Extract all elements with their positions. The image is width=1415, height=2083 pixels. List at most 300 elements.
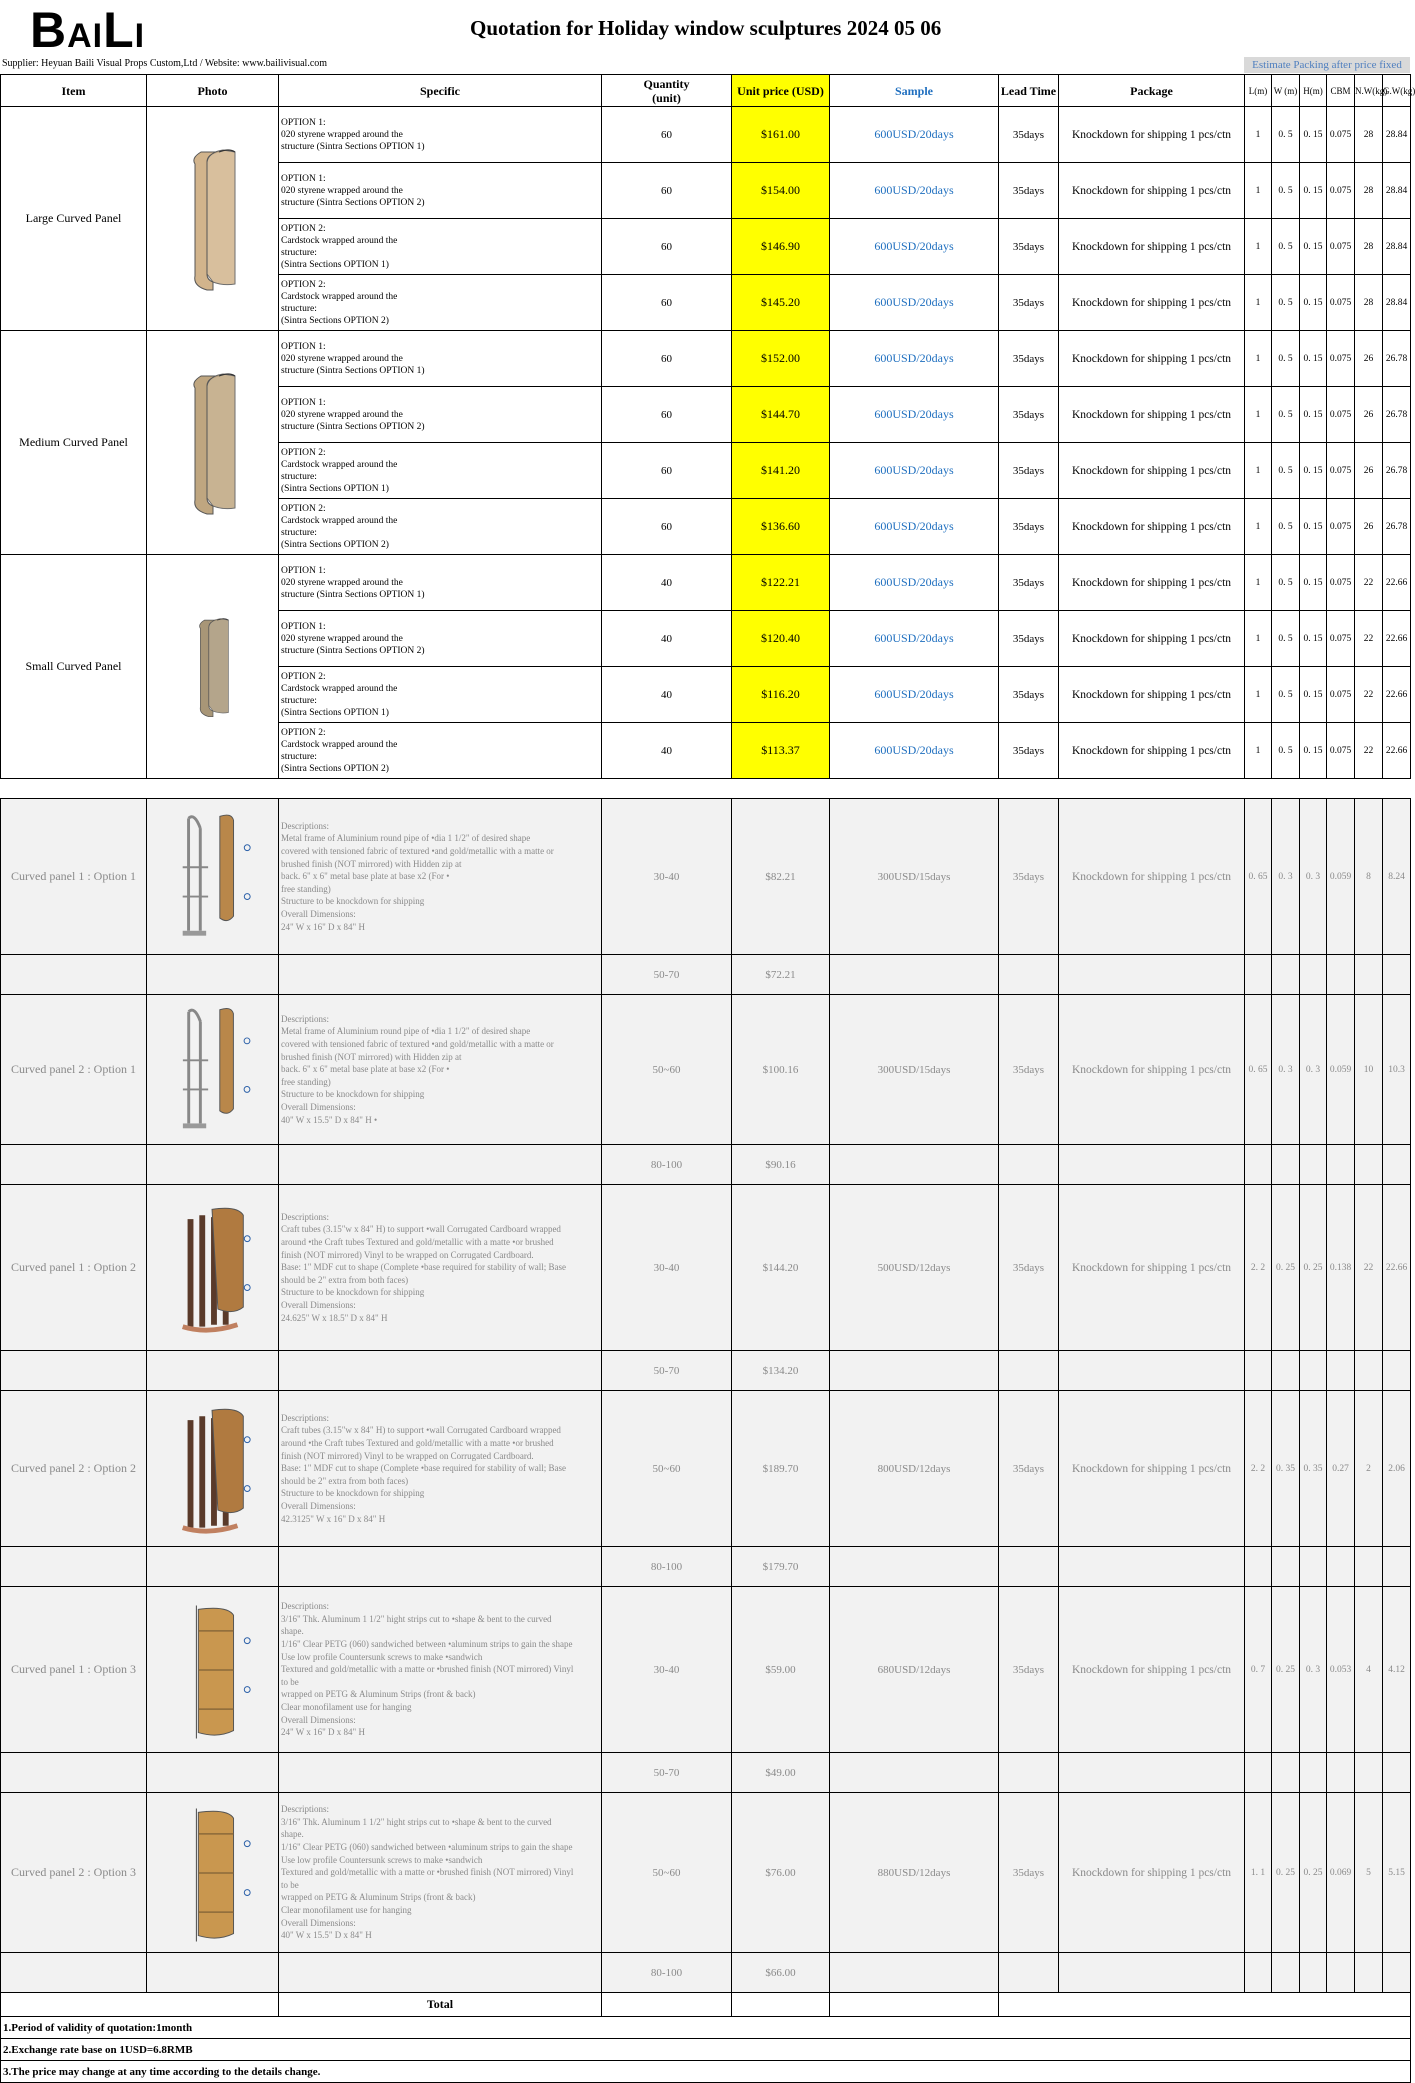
option-tier-row <box>1 1953 1411 1993</box>
empty-cell <box>1383 1351 1411 1391</box>
empty-cell <box>279 1953 602 1993</box>
sample-cell: 600USD/20days <box>830 555 999 611</box>
col-sample: Sample <box>830 75 999 107</box>
sample-cell: 600USD/20days <box>830 443 999 499</box>
dim-cbm-cell: 0.075 <box>1327 219 1355 275</box>
quantity-cell: 30-40 <box>602 799 732 955</box>
sample-cell: 600USD/20days <box>830 275 999 331</box>
note-row <box>1 2017 1411 2039</box>
empty-cell <box>1355 1351 1383 1391</box>
dim-l-cell: 2. 2 <box>1245 1185 1272 1351</box>
tier-quantity-cell: 50-70 <box>602 1351 732 1391</box>
dim-gw-cell: 22.66 <box>1383 1185 1411 1351</box>
col-specific: Specific <box>279 75 602 107</box>
dim-gw-cell: 26.78 <box>1383 331 1411 387</box>
baili-logo: BAILI <box>30 2 146 58</box>
lead-time-cell: 35days <box>999 219 1059 275</box>
product-photo <box>147 107 279 331</box>
lead-time-cell: 35days <box>999 799 1059 955</box>
option-item-name: Curved panel 1 : Option 1 <box>1 799 147 955</box>
dim-gw-cell: 26.78 <box>1383 443 1411 499</box>
empty-cell <box>1327 1753 1355 1793</box>
quantity-cell: 40 <box>602 611 732 667</box>
unit-price-cell: $113.37 <box>732 723 830 779</box>
dim-nw-cell: 22 <box>1355 723 1383 779</box>
lead-time-cell: 35days <box>999 1391 1059 1547</box>
empty-cell <box>1272 1547 1300 1587</box>
package-cell: Knockdown for shipping 1 pcs/ctn <box>1059 163 1245 219</box>
unit-price-cell: $152.00 <box>732 331 830 387</box>
specific-text: OPTION 2: Cardstock wrapped around the structure: (Sintra Sections OPTION 2) <box>279 275 602 331</box>
unit-price-cell: $76.00 <box>732 1793 830 1953</box>
empty-cell <box>147 1351 279 1391</box>
empty-cell <box>1059 1351 1245 1391</box>
unit-price-cell: $161.00 <box>732 107 830 163</box>
dim-w-cell: 0. 35 <box>1272 1391 1300 1547</box>
dim-w-cell: 0. 5 <box>1272 219 1300 275</box>
package-cell: Knockdown for shipping 1 pcs/ctn <box>1059 1587 1245 1753</box>
empty-cell <box>1 1753 147 1793</box>
empty-cell <box>830 1547 999 1587</box>
option-description: Descriptions: Metal frame of Aluminium round pipe of •dia 1 1/2" of desired shape covered with tensioned fabric of textured •and gold/metallic with a matte or brushed finish (NOT mirrored) with Hidden zip at back. 6" x 6" metal base plate at base x2 (For • free standing) Structure to be knockdown for shipping Overall Dimensions: 24" W x 16" D x 84" H <box>279 799 602 955</box>
dim-gw-cell: 26.78 <box>1383 499 1411 555</box>
option-photo <box>147 1587 279 1753</box>
specific-text: OPTION 2: Cardstock wrapped around the structure: (Sintra Sections OPTION 1) <box>279 219 602 275</box>
empty-cell <box>1355 1953 1383 1993</box>
dim-gw-cell: 22.66 <box>1383 555 1411 611</box>
option-description: Descriptions: Craft tubes (3.15"w x 84" H) to support •wall Corrugated Cardboard wrapped around •the Craft tubes Textured and gold/metallic with a matte •or brushed finish (NOT mirrored) Vinyl to be wrapped on Corrugated Cardboard. Base: 1" MDF cut to shape (Complete •base required for stability of wall; Base should be 2" extra from both faces) Structure to be knockdown for shipping Overall Dimensions: 24.625" W x 18.5" D x 84" H <box>279 1185 602 1351</box>
empty-cell <box>1300 1953 1327 1993</box>
quantity-cell: 60 <box>602 219 732 275</box>
sample-cell: 600USD/20days <box>830 723 999 779</box>
specific-text: OPTION 1: 020 styrene wrapped around the structure (Sintra Sections OPTION 2) <box>279 387 602 443</box>
package-cell: Knockdown for shipping 1 pcs/ctn <box>1059 1391 1245 1547</box>
lead-time-cell: 35days <box>999 667 1059 723</box>
dim-cbm-cell: 0.075 <box>1327 723 1355 779</box>
dim-cbm-cell: 0.053 <box>1327 1587 1355 1753</box>
dim-cbm-cell: 0.075 <box>1327 555 1355 611</box>
lead-time-cell: 35days <box>999 555 1059 611</box>
package-cell: Knockdown for shipping 1 pcs/ctn <box>1059 387 1245 443</box>
dim-w-cell: 0. 3 <box>1272 995 1300 1145</box>
dim-gw-cell: 8.24 <box>1383 799 1411 955</box>
product-photo <box>147 555 279 779</box>
dim-w-cell: 0. 5 <box>1272 107 1300 163</box>
dim-w-cell: 0. 5 <box>1272 275 1300 331</box>
lead-time-cell: 35days <box>999 387 1059 443</box>
dim-nw-cell: 22 <box>1355 555 1383 611</box>
empty-cell <box>1272 1753 1300 1793</box>
quantity-cell: 60 <box>602 163 732 219</box>
dim-h-cell: 0. 15 <box>1300 723 1327 779</box>
lead-time-cell: 35days <box>999 331 1059 387</box>
empty-cell <box>1 1953 147 1993</box>
unit-price-cell: $141.20 <box>732 443 830 499</box>
dim-w-cell: 0. 5 <box>1272 611 1300 667</box>
empty-cell <box>1245 1351 1272 1391</box>
dim-gw-cell: 5.15 <box>1383 1793 1411 1953</box>
dim-nw-cell: 8 <box>1355 799 1383 955</box>
empty-cell <box>147 1145 279 1185</box>
empty-cell <box>1300 1351 1327 1391</box>
dim-h-cell: 0. 15 <box>1300 107 1327 163</box>
sample-cell: 600USD/20days <box>830 611 999 667</box>
unit-price-cell: $59.00 <box>732 1587 830 1753</box>
table-header-row <box>1 75 1411 107</box>
quantity-cell: 60 <box>602 275 732 331</box>
package-cell: Knockdown for shipping 1 pcs/ctn <box>1059 799 1245 955</box>
lead-time-cell: 35days <box>999 499 1059 555</box>
total-row <box>1 1993 1411 2017</box>
empty-cell <box>1245 1145 1272 1185</box>
empty-cell <box>279 1145 602 1185</box>
dim-nw-cell: 28 <box>1355 275 1383 331</box>
empty-cell <box>1272 1953 1300 1993</box>
lead-time-cell: 35days <box>999 163 1059 219</box>
dim-gw-cell: 4.12 <box>1383 1587 1411 1753</box>
col-package: Package <box>1059 75 1245 107</box>
lead-time-cell: 35days <box>999 723 1059 779</box>
dim-cbm-cell: 0.059 <box>1327 799 1355 955</box>
dim-nw-cell: 26 <box>1355 331 1383 387</box>
dim-l-cell: 1 <box>1245 387 1272 443</box>
empty-cell <box>830 1145 999 1185</box>
dim-h-cell: 0. 15 <box>1300 443 1327 499</box>
package-cell: Knockdown for shipping 1 pcs/ctn <box>1059 1185 1245 1351</box>
dim-nw-cell: 2 <box>1355 1391 1383 1547</box>
empty-cell <box>1245 1953 1272 1993</box>
quantity-cell: 50~60 <box>602 1391 732 1547</box>
quantity-cell: 50~60 <box>602 1793 732 1953</box>
option-row <box>1 1391 1411 1547</box>
unit-price-cell: $116.20 <box>732 667 830 723</box>
col-photo: Photo <box>147 75 279 107</box>
total-quantity-cell <box>602 1993 732 2017</box>
item-name: Medium Curved Panel <box>1 331 147 555</box>
note-text: 3.The price may change at any time according to the details change. <box>1 2061 1411 2083</box>
lead-time-cell: 35days <box>999 1793 1059 1953</box>
curved-panel-icon <box>147 368 278 518</box>
unit-price-cell: $82.21 <box>732 799 830 955</box>
specific-text: OPTION 2: Cardstock wrapped around the structure: (Sintra Sections OPTION 2) <box>279 499 602 555</box>
empty-cell <box>1355 1753 1383 1793</box>
option-description: Descriptions: 3/16" Thk. Aluminum 1 1/2" hight strips cut to •shape & bent to the curved shape. 1/16" Clear PETG (060) sandwiched between •aluminum strips to gain the shape Use low profile Countersunk screws to make •sandwich Textured and gold/metallic with a matte or •brushed finish (NOT mirrored) Vinyl to be wrapped on PETG & Aluminum Strips (front & back) Clear monofilament use for hanging Overall Dimensions: 24" W x 16" D x 84" H <box>279 1587 602 1753</box>
supplier-info: Supplier: Heyuan Baili Visual Props Custom,Ltd / Website: www.bailivisual.com <box>2 58 328 69</box>
unit-price-cell: $120.40 <box>732 611 830 667</box>
dim-l-cell: 1 <box>1245 163 1272 219</box>
empty-cell <box>1059 955 1245 995</box>
empty-cell <box>1300 955 1327 995</box>
col-item: Item <box>1 75 147 107</box>
empty-cell <box>279 1753 602 1793</box>
empty-cell <box>1355 1547 1383 1587</box>
total-label: Total <box>279 1993 602 2017</box>
quantity-cell: 60 <box>602 331 732 387</box>
tier-price-cell: $90.16 <box>732 1145 830 1185</box>
specific-text: OPTION 1: 020 styrene wrapped around the structure (Sintra Sections OPTION 1) <box>279 331 602 387</box>
option-description: Descriptions: Metal frame of Aluminium round pipe of •dia 1 1/2" of desired shape covered with tensioned fabric of textured •and gold/metallic with a matte or brushed finish (NOT mirrored) with Hidden zip at back. 6" x 6" metal base plate at base x2 (For • free standing) Structure to be knockdown for shipping Overall Dimensions: 40" W x 15.5" D x 84" H • <box>279 995 602 1145</box>
package-cell: Knockdown for shipping 1 pcs/ctn <box>1059 1793 1245 1953</box>
dim-gw-cell: 22.66 <box>1383 723 1411 779</box>
col-gross-weight: G.W(kg) <box>1383 75 1411 107</box>
unit-price-cell: $136.60 <box>732 499 830 555</box>
empty-cell <box>1 955 147 995</box>
empty-cell <box>279 1547 602 1587</box>
empty-cell <box>1059 1145 1245 1185</box>
dim-h-cell: 0. 15 <box>1300 611 1327 667</box>
empty-cell <box>999 1145 1059 1185</box>
quantity-cell: 40 <box>602 555 732 611</box>
dim-l-cell: 0. 65 <box>1245 995 1272 1145</box>
sample-cell: 600USD/20days <box>830 331 999 387</box>
dim-cbm-cell: 0.138 <box>1327 1185 1355 1351</box>
dim-h-cell: 0. 25 <box>1300 1793 1327 1953</box>
lead-time-cell: 35days <box>999 443 1059 499</box>
quantity-cell: 40 <box>602 723 732 779</box>
option-item-name: Curved panel 2 : Option 1 <box>1 995 147 1145</box>
sample-cell: 600USD/20days <box>830 499 999 555</box>
empty-cell <box>1383 1953 1411 1993</box>
dim-l-cell: 1 <box>1245 555 1272 611</box>
panel-frame-icon <box>147 1600 278 1740</box>
empty-cell <box>1 1993 279 2017</box>
tier-price-cell: $49.00 <box>732 1753 830 1793</box>
option-tier-row <box>1 1753 1411 1793</box>
dim-h-cell: 0. 15 <box>1300 499 1327 555</box>
unit-price-cell: $154.00 <box>732 163 830 219</box>
dim-w-cell: 0. 5 <box>1272 443 1300 499</box>
dim-w-cell: 0. 25 <box>1272 1587 1300 1753</box>
empty-cell <box>1383 1547 1411 1587</box>
sample-cell: 680USD/12days <box>830 1587 999 1753</box>
spacer-cell <box>1 779 1411 799</box>
tier-quantity-cell: 80-100 <box>602 1953 732 1993</box>
dim-h-cell: 0. 15 <box>1300 163 1327 219</box>
dim-gw-cell: 28.84 <box>1383 219 1411 275</box>
tier-price-cell: $72.21 <box>732 955 830 995</box>
specific-text: OPTION 1: 020 styrene wrapped around the structure (Sintra Sections OPTION 1) <box>279 555 602 611</box>
dim-cbm-cell: 0.075 <box>1327 163 1355 219</box>
tier-quantity-cell: 50-70 <box>602 1753 732 1793</box>
package-cell: Knockdown for shipping 1 pcs/ctn <box>1059 275 1245 331</box>
tier-price-cell: $134.20 <box>732 1351 830 1391</box>
product-photo <box>147 331 279 555</box>
tier-price-cell: $66.00 <box>732 1953 830 1993</box>
col-height: H(m) <box>1300 75 1327 107</box>
package-cell: Knockdown for shipping 1 pcs/ctn <box>1059 555 1245 611</box>
dim-cbm-cell: 0.075 <box>1327 387 1355 443</box>
empty-cell <box>1300 1753 1327 1793</box>
dim-gw-cell: 28.84 <box>1383 163 1411 219</box>
quotation-table <box>0 74 1415 2083</box>
col-quantity: Quantity (unit) <box>602 75 732 107</box>
estimate-packing-note: Estimate Packing after price fixed <box>1244 57 1410 73</box>
tier-quantity-cell: 50-70 <box>602 955 732 995</box>
empty-cell <box>999 1351 1059 1391</box>
sample-cell: 600USD/20days <box>830 219 999 275</box>
dim-w-cell: 0. 5 <box>1272 723 1300 779</box>
dim-cbm-cell: 0.075 <box>1327 499 1355 555</box>
package-cell: Knockdown for shipping 1 pcs/ctn <box>1059 331 1245 387</box>
option-photo <box>147 1185 279 1351</box>
dim-l-cell: 1 <box>1245 499 1272 555</box>
lead-time-cell: 35days <box>999 1185 1059 1351</box>
dim-w-cell: 0. 25 <box>1272 1793 1300 1953</box>
dim-nw-cell: 28 <box>1355 163 1383 219</box>
dim-nw-cell: 26 <box>1355 387 1383 443</box>
col-width: W (m) <box>1272 75 1300 107</box>
dim-w-cell: 0. 5 <box>1272 387 1300 443</box>
option-description: Descriptions: Craft tubes (3.15"w x 84" H) to support •wall Corrugated Cardboard wrapped around •the Craft tubes Textured and gold/metallic with a matte •or brushed finish (NOT mirrored) Vinyl to be wrapped on Corrugated Cardboard. Base: 1" MDF cut to shape (Complete •base required for stability of wall; Base should be 2" extra from both faces) Structure to be knockdown for shipping Overall Dimensions: 42.3125" W x 16" D x 84" H <box>279 1391 602 1547</box>
empty-cell <box>279 955 602 995</box>
empty-cell <box>1 1145 147 1185</box>
sample-cell: 500USD/12days <box>830 1185 999 1351</box>
col-length: L(m) <box>1245 75 1272 107</box>
option-row <box>1 1185 1411 1351</box>
panel-frame-icon <box>147 1399 278 1539</box>
dim-nw-cell: 10 <box>1355 995 1383 1145</box>
dim-h-cell: 0. 3 <box>1300 799 1327 955</box>
col-net-weight: N.W(kg) <box>1355 75 1383 107</box>
specific-text: OPTION 2: Cardstock wrapped around the structure: (Sintra Sections OPTION 1) <box>279 667 602 723</box>
empty-cell <box>147 955 279 995</box>
unit-price-cell: $122.21 <box>732 555 830 611</box>
dim-l-cell: 0. 65 <box>1245 799 1272 955</box>
sample-cell: 800USD/12days <box>830 1391 999 1547</box>
col-unit-price: Unit price (USD) <box>732 75 830 107</box>
lead-time-cell: 35days <box>999 611 1059 667</box>
specific-text: OPTION 2: Cardstock wrapped around the structure: (Sintra Sections OPTION 1) <box>279 443 602 499</box>
lead-time-cell: 35days <box>999 995 1059 1145</box>
option-tier-row <box>1 955 1411 995</box>
sample-cell: 600USD/20days <box>830 387 999 443</box>
dim-cbm-cell: 0.059 <box>1327 995 1355 1145</box>
dim-l-cell: 1 <box>1245 611 1272 667</box>
empty-cell <box>999 1953 1059 1993</box>
specific-text: OPTION 1: 020 styrene wrapped around the structure (Sintra Sections OPTION 1) <box>279 107 602 163</box>
quantity-cell: 60 <box>602 387 732 443</box>
specific-text: OPTION 1: 020 styrene wrapped around the structure (Sintra Sections OPTION 2) <box>279 611 602 667</box>
sample-cell: 600USD/20days <box>830 667 999 723</box>
option-row <box>1 1793 1411 1953</box>
quantity-cell: 60 <box>602 107 732 163</box>
empty-cell <box>1245 1547 1272 1587</box>
empty-cell <box>1383 1753 1411 1793</box>
empty-cell <box>1327 1953 1355 1993</box>
dim-h-cell: 0. 15 <box>1300 387 1327 443</box>
dim-w-cell: 0. 5 <box>1272 163 1300 219</box>
panel-frame-icon <box>147 1198 278 1338</box>
empty-cell <box>147 1547 279 1587</box>
empty-cell <box>147 1953 279 1993</box>
unit-price-cell: $146.90 <box>732 219 830 275</box>
empty-cell <box>1327 1351 1355 1391</box>
dim-w-cell: 0. 5 <box>1272 499 1300 555</box>
dim-h-cell: 0. 15 <box>1300 219 1327 275</box>
unit-price-cell: $144.70 <box>732 387 830 443</box>
dim-w-cell: 0. 3 <box>1272 799 1300 955</box>
lead-time-cell: 35days <box>999 1587 1059 1753</box>
dim-l-cell: 1. 1 <box>1245 1793 1272 1953</box>
note-text: 2.Exchange rate base on 1USD=6.8RMB <box>1 2039 1411 2061</box>
sample-cell: 300USD/15days <box>830 995 999 1145</box>
lead-time-cell: 35days <box>999 275 1059 331</box>
option-photo <box>147 1793 279 1953</box>
col-cbm: CBM <box>1327 75 1355 107</box>
dim-nw-cell: 26 <box>1355 443 1383 499</box>
empty-cell <box>1059 1753 1245 1793</box>
dim-nw-cell: 28 <box>1355 107 1383 163</box>
empty-cell <box>1300 1145 1327 1185</box>
empty-cell <box>830 1351 999 1391</box>
option-description: Descriptions: 3/16" Thk. Aluminum 1 1/2" hight strips cut to •shape & bent to the curved shape. 1/16" Clear PETG (060) sandwiched between •aluminum strips to gain the shape Use low profile Countersunk screws to make •sandwich Textured and gold/metallic with a matte or •brushed finish (NOT mirrored) Vinyl to be wrapped on PETG & Aluminum Strips (front & back) Clear monofilament use for hanging Overall Dimensions: 40" W x 15.5" D x 84" H <box>279 1793 602 1953</box>
dim-gw-cell: 28.84 <box>1383 107 1411 163</box>
empty-cell <box>1355 1145 1383 1185</box>
sample-cell: 300USD/15days <box>830 799 999 955</box>
package-cell: Knockdown for shipping 1 pcs/ctn <box>1059 667 1245 723</box>
dim-w-cell: 0. 25 <box>1272 1185 1300 1351</box>
unit-price-cell: $145.20 <box>732 275 830 331</box>
lead-time-cell: 35days <box>999 107 1059 163</box>
dim-gw-cell: 28.84 <box>1383 275 1411 331</box>
dim-nw-cell: 28 <box>1355 219 1383 275</box>
option-row <box>1 799 1411 955</box>
page-title: Quotation for Holiday window sculptures 2024 05 06 <box>470 16 942 40</box>
quantity-cell: 30-40 <box>602 1185 732 1351</box>
unit-price-cell: $144.20 <box>732 1185 830 1351</box>
empty-cell <box>1327 1145 1355 1185</box>
sample-cell: 880USD/12days <box>830 1793 999 1953</box>
dim-nw-cell: 4 <box>1355 1587 1383 1753</box>
option-photo <box>147 1391 279 1547</box>
empty-cell <box>830 1753 999 1793</box>
empty-cell <box>999 1993 1411 2017</box>
total-price-cell <box>732 1993 830 2017</box>
dim-h-cell: 0. 35 <box>1300 1391 1327 1547</box>
curved-panel-icon <box>147 144 278 294</box>
dim-gw-cell: 10.3 <box>1383 995 1411 1145</box>
empty-cell <box>830 1953 999 1993</box>
option-tier-row <box>1 1547 1411 1587</box>
dim-cbm-cell: 0.075 <box>1327 275 1355 331</box>
empty-cell <box>1059 1953 1245 1993</box>
dim-h-cell: 0. 15 <box>1300 555 1327 611</box>
option-tier-row <box>1 1351 1411 1391</box>
empty-cell <box>147 1753 279 1793</box>
dim-cbm-cell: 0.069 <box>1327 1793 1355 1953</box>
item-name: Large Curved Panel <box>1 107 147 331</box>
dim-gw-cell: 26.78 <box>1383 387 1411 443</box>
dim-l-cell: 2. 2 <box>1245 1391 1272 1547</box>
unit-price-cell: $189.70 <box>732 1391 830 1547</box>
empty-cell <box>279 1351 602 1391</box>
table-row <box>1 107 1411 163</box>
dim-cbm-cell: 0.075 <box>1327 611 1355 667</box>
specific-text: OPTION 2: Cardstock wrapped around the structure: (Sintra Sections OPTION 2) <box>279 723 602 779</box>
dim-l-cell: 1 <box>1245 275 1272 331</box>
empty-cell <box>1245 955 1272 995</box>
package-cell: Knockdown for shipping 1 pcs/ctn <box>1059 723 1245 779</box>
sample-cell: 600USD/20days <box>830 163 999 219</box>
header <box>0 0 1412 74</box>
option-tier-row <box>1 1145 1411 1185</box>
dim-w-cell: 0. 5 <box>1272 667 1300 723</box>
quantity-cell: 50~60 <box>602 995 732 1145</box>
empty-cell <box>999 955 1059 995</box>
empty-cell <box>1327 1547 1355 1587</box>
empty-cell <box>999 1753 1059 1793</box>
quantity-cell: 60 <box>602 499 732 555</box>
